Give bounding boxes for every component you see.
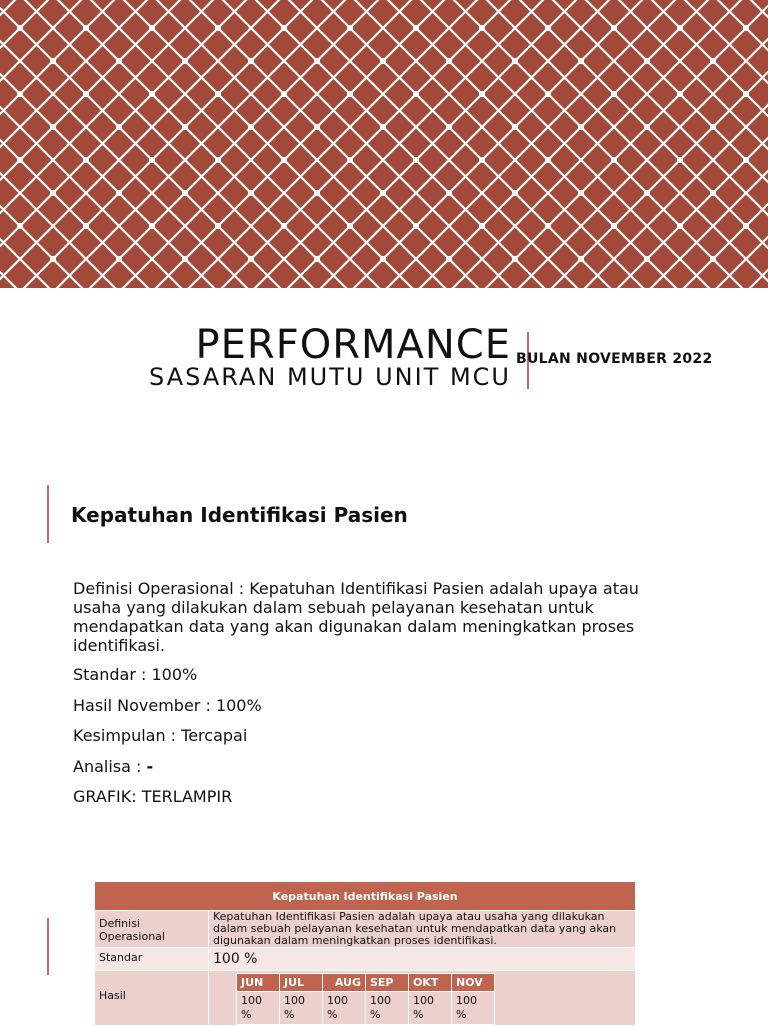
patterned-banner xyxy=(0,0,768,288)
standar-label: Standar xyxy=(95,948,209,971)
report-date: BULAN NOVEMBER 2022 xyxy=(516,351,713,367)
section-body xyxy=(73,579,673,818)
definisi-value: Kepatuhan Identifikasi Pasien adalah upaya atau usaha yang dilakukan dalam sebuah pelayanan kesehatan untuk mendapatkan data yang akan digunakan dalam meningkatkan proses identifikasi. xyxy=(209,911,636,948)
kesimpulan-text: Kesimpulan : Tercapai xyxy=(73,726,248,745)
month-value: 100 % xyxy=(323,992,366,1025)
monthly-results-table xyxy=(236,973,495,1025)
analisa-label: Analisa : xyxy=(73,756,147,776)
hasil-label: Hasil xyxy=(95,971,209,1026)
standar-value: 100 % xyxy=(209,948,636,971)
month-header: AUG xyxy=(323,974,366,992)
month-header: JUN xyxy=(237,974,280,992)
page-subtitle: SASARAN MUTU UNIT MCU xyxy=(149,363,511,391)
month-value: 100 % xyxy=(366,992,409,1025)
month-header: JUL xyxy=(280,974,323,992)
definisi-label: Definisi Operasional xyxy=(95,911,209,948)
table-accent-bar xyxy=(47,918,49,975)
definisi-operasional-text: Definisi Operasional : Kepatuhan Identifikasi Pasien adalah upaya atau usaha yang dilakukan dalam sebuah pelayanan kesehatan untuk mendapatkan data yang akan digunakan dalam meningkatkan proses identifikasi. xyxy=(73,579,639,655)
hasil-text: Hasil November : 100% xyxy=(73,695,262,715)
standar-text: Standar : 100% xyxy=(73,665,198,684)
grafik-text: GRAFIK: TERLAMPIR xyxy=(73,787,233,806)
month-header: OKT xyxy=(409,974,452,992)
hasil-cell xyxy=(209,971,636,1026)
section-title: Kepatuhan Identifikasi Pasien xyxy=(71,503,408,527)
analisa-text xyxy=(73,757,673,777)
month-value: 100 % xyxy=(280,992,323,1025)
month-value: 100 % xyxy=(409,992,452,1025)
month-value: 100 % xyxy=(237,992,280,1025)
section-accent-bar xyxy=(47,485,49,543)
month-header: SEP xyxy=(366,974,409,992)
summary-table xyxy=(94,881,636,1026)
month-value: 100 % xyxy=(452,992,495,1025)
analisa-value: - xyxy=(146,756,154,776)
month-header: NOV xyxy=(452,974,495,992)
page-title: PERFORMANCE xyxy=(195,322,511,368)
summary-table-title: Kepatuhan Identifikasi Pasien xyxy=(95,882,636,911)
